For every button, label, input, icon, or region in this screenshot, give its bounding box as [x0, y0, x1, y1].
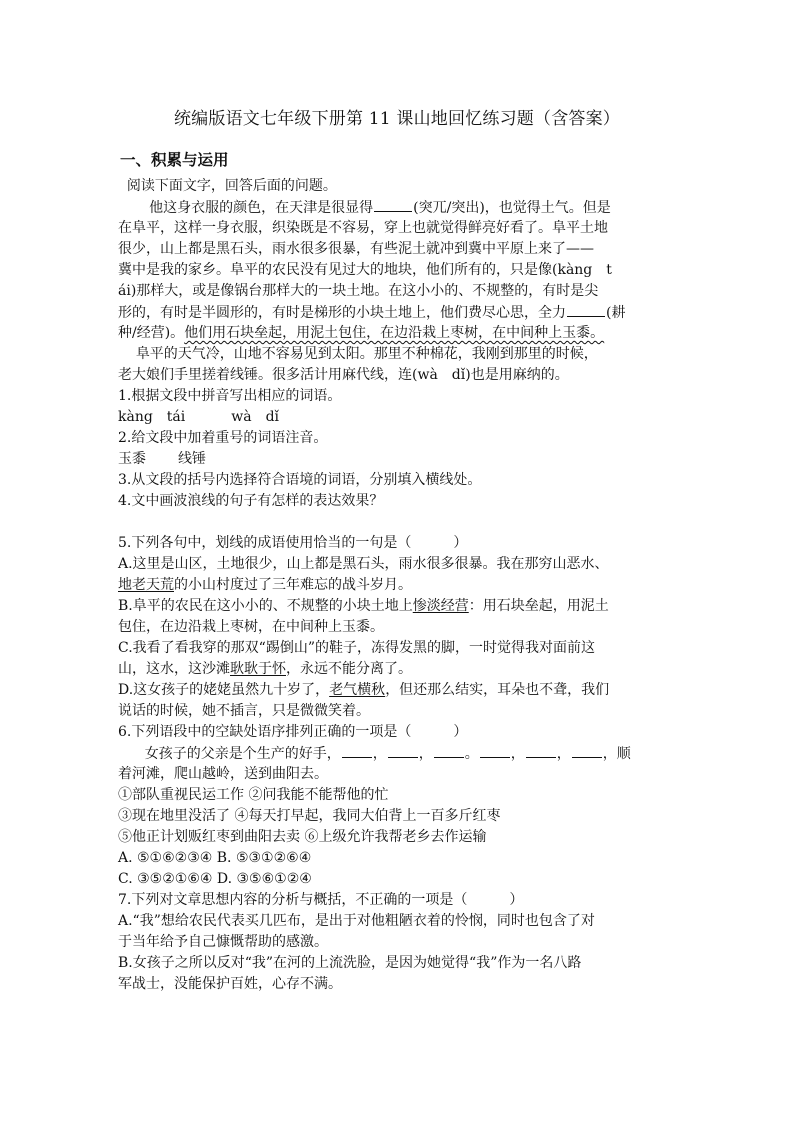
passage-line: 种/经营)。他们用石块垒起，用泥土包住，在边沿栽上枣树，在中间种上玉黍。 — [118, 325, 605, 341]
option-c-line: C.我看了看我穿的那双“踢倒山”的鞋子，冻得发黑的脚，一时觉得我对面前这 — [118, 640, 595, 656]
question-5: 5.下列各句中，划线的成语使用恰当的一句是（ ） — [118, 535, 468, 551]
underlined-idiom: 老气横秋 — [329, 682, 386, 698]
option-d-line: D.这女孩子的姥姥虽然九十岁了，老气横秋，但还那么结实，耳朵也不聋，我们 — [118, 682, 610, 698]
word-row: 玉黍 线锤 — [118, 451, 206, 467]
question-4: 4.文中画波浪线的句子有怎样的表达效果？ — [118, 493, 384, 509]
passage-line: 阜平的天气冷，山地不容易见到太阳。那里不种棉花，我刚到那里的时候， — [135, 346, 598, 362]
passage-line: 冀中是我的家乡。阜平的农民没有见过大的地块，他们所有的，只是像(kàng t — [118, 262, 612, 278]
answer-blank[interactable] — [526, 743, 556, 758]
q6-options-line: ③现在地里没活了 ④每天打早起，我同大伯背上一百多斤红枣 — [118, 808, 501, 824]
option-b-line: B.女孩子之所以反对“我”在河的上流洗脸，是因为她觉得“我”作为一名八路 — [118, 955, 582, 971]
option-a-line: A.“我”想给农民代表买几匹布，是出于对他粗陋衣着的怜悯，同时也包含了对 — [118, 913, 595, 929]
answer-blank[interactable] — [374, 197, 412, 212]
answer-blank[interactable] — [434, 743, 464, 758]
q6-options-line: ⑤他正计划贩红枣到曲阳去卖 ⑥上级允许我帮老乡去作运输 — [118, 829, 487, 845]
passage-line: ái)那样大，或是像锅台那样大的一块土地。在这小小的、不规整的，有时是尖 — [118, 283, 599, 299]
passage-line: 很少，山上都是黑石头，雨水很多很暴，有些泥土就冲到冀中平原上来了—— — [118, 241, 594, 257]
answer-blank[interactable] — [572, 743, 602, 758]
intro-line: 阅读下面文字，回答后面的问题。 — [126, 178, 337, 194]
passage-line: 老大娘们手里搓着线锤。很多活计用麻代线，连(wà dǐ)也是用麻纳的。 — [118, 367, 569, 383]
option-b-line: 包住，在边沿栽上枣树，在中间种上玉黍。 — [118, 619, 384, 635]
q6-options-line: ①部队重视民运工作 ②问我能不能帮他的忙 — [118, 787, 389, 803]
q6-passage-line: 女孩子的父亲是个生产的好手， ， ， 。 ， ， ，顺 — [118, 743, 678, 764]
option-b-line: 军战士，没能保护百姓，心存不满。 — [118, 976, 342, 992]
answer-blank[interactable] — [480, 743, 510, 758]
answer-blank[interactable] — [342, 743, 372, 758]
answer-blank[interactable] — [388, 743, 418, 758]
answer-blank[interactable] — [567, 302, 605, 317]
question-2: 2.给文段中加着重号的词语注音。 — [118, 430, 328, 446]
underlined-idiom: 地老天荒 — [118, 577, 174, 593]
underlined-idiom: 耿耿于怀 — [230, 661, 286, 677]
underlined-idiom: 惨淡经营 — [412, 598, 469, 614]
q6-choices-cd: C. ③⑤②①⑥④ D. ③⑤⑥①②④ — [118, 871, 312, 887]
option-a-line: 地老天荒的小山村度过了三年难忘的战斗岁月。 — [118, 577, 412, 593]
question-7: 7.下列对文章思想内容的分析与概括，不正确的一项是（ ） — [118, 892, 524, 908]
option-d-line: 说话的时候，她不插言，只是微微笑着。 — [118, 703, 370, 719]
option-a-line: 于当年给予自己慷慨帮助的感激。 — [118, 934, 328, 950]
wavy-underlined-sentence: 他们用石块垒起，用泥土包住，在边沿栽上枣树，在中间种上玉黍。 — [184, 325, 605, 341]
q6-passage-line: 着河滩，爬山越岭，送到曲阳去。 — [118, 766, 328, 782]
pinyin-row: kàng tái wà dǐ — [118, 409, 280, 425]
option-c-line: 山，这水，这沙滩耿耿于怀，永远不能分离了。 — [118, 661, 412, 677]
question-6: 6.下列语段中的空缺处语序排列正确的一项是（ ） — [118, 724, 468, 740]
passage-line: 形的，有时是半圆形的，有时是梯形的小块土地上，他们费尽心思，全力 (耕 — [118, 302, 678, 323]
question-3: 3.从文段的括号内选择符合语境的词语，分别填入横线处。 — [118, 472, 482, 488]
q6-choices-ab: A. ⑤①⑥②③④ B. ⑤③①②⑥④ — [118, 850, 312, 866]
document-title: 统编版语文七年级下册第 11 课山地回忆练习题（含答案） — [173, 109, 621, 129]
section-heading: 一、积累与运用 — [120, 151, 229, 169]
passage-line: 在阜平，这样一身衣服，织染既是不容易，穿上也就觉得鲜亮好看了。阜平土地 — [118, 220, 608, 236]
passage-line: 他这身衣服的颜色，在天津是很显得 (突兀/突出)，也觉得土气。但是 — [118, 197, 678, 218]
question-1: 1.根据文段中拼音写出相应的词语。 — [118, 388, 342, 404]
document-body — [118, 176, 678, 995]
option-b-line: B.阜平的农民在这小小的、不规整的小块土地上惨淡经营：用石块垒起，用泥土 — [118, 598, 609, 614]
option-a-line: A.这里是山区，土地很少，山上都是黑石头，雨水很多很暴。我在那穷山恶水、 — [118, 556, 609, 572]
